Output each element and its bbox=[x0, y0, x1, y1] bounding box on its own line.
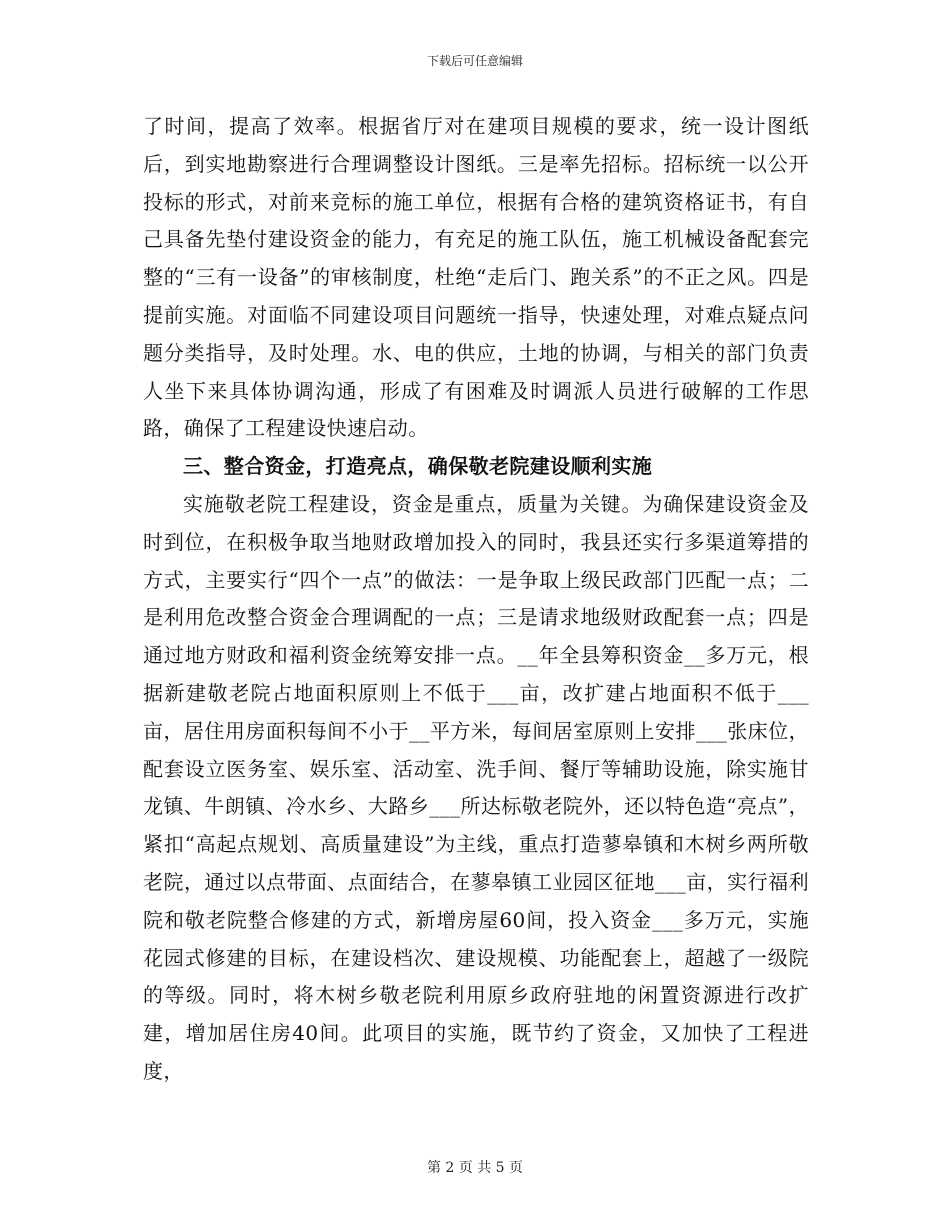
body-paragraph: 实施敬老院工程建设，资金是重点，质量为关键。为确保建设资金及时到位，在积极争取当地财政增加投入的同时，我县还实行多渠道筹措的方式，主要实行“四个一点”的做法：一是争取上级民政部门匹配一点；二是利用危改整合资金合理调配的一点；三是请求地级财政配套一点；四是通过地方财政和福利资金统筹安排一点。__年全县筹积资金__多万元，根据新建敬老院占地面积原则上不低于___亩，改扩建占地面积不低于___亩，居住用房面积每间不小于__平方米，每间居室原则上安排___张床位，配套设立医务室、娱乐室、活动室、洗手间、餐厅等辅助设施，除实施甘龙镇、牛朗镇、冷水乡、大路乡___所达标敬老院外，还以特色造“亮点”，紧扣“高起点规划、高质量建设”为主线，重点打造蓼皋镇和木树乡两所敬老院，通过以点带面、点面结合，在蓼皋镇工业园区征地___亩，实行福利院和敬老院整合修建的方式，新增房屋60间，投入资金___多万元，实施花园式修建的目标，在建设档次、建设规模、功能配套上，超越了一级院的等级。同时，将木树乡敬老院利用原乡政府驻地的闲置资源进行改扩建，增加居住房40间。此项目的实施，既节约了资金，又加快了工程进度， bbox=[143, 491, 809, 1083]
document-body bbox=[143, 108, 809, 1091]
section-heading: 三、整合资金，打造亮点，确保敬老院建设顺利实施 bbox=[183, 454, 653, 479]
page-footer: 第 2 页 共 5 页 bbox=[426, 1160, 524, 1176]
body-paragraph-continued: 了时间，提高了效率。根据省厅对在建项目规模的要求，统一设计图纸后，到实地勘察进行合理调整设计图纸。三是率先招标。招标统一以公开投标的形式，对前来竞标的施工单位，根据有合格的建筑资格证书，有自己具备先垫付建设资金的能力，有充足的施工队伍，施工机械设备配套完整的“三有一设备”的审核制度，杜绝“走后门、跑关系”的不正之风。四是提前实施。对面临不同建设项目问题统一指导，快速处理，对难点疑点问题分类指导，及时处理。水、电的供应，土地的协调，与相关的部门负责人坐下来具体协调沟通，形成了有困难及时调派人员进行破解的工作思路，确保了工程建设快速启动。 bbox=[143, 114, 809, 441]
page-header: 下载后可任意编辑 bbox=[426, 54, 523, 68]
